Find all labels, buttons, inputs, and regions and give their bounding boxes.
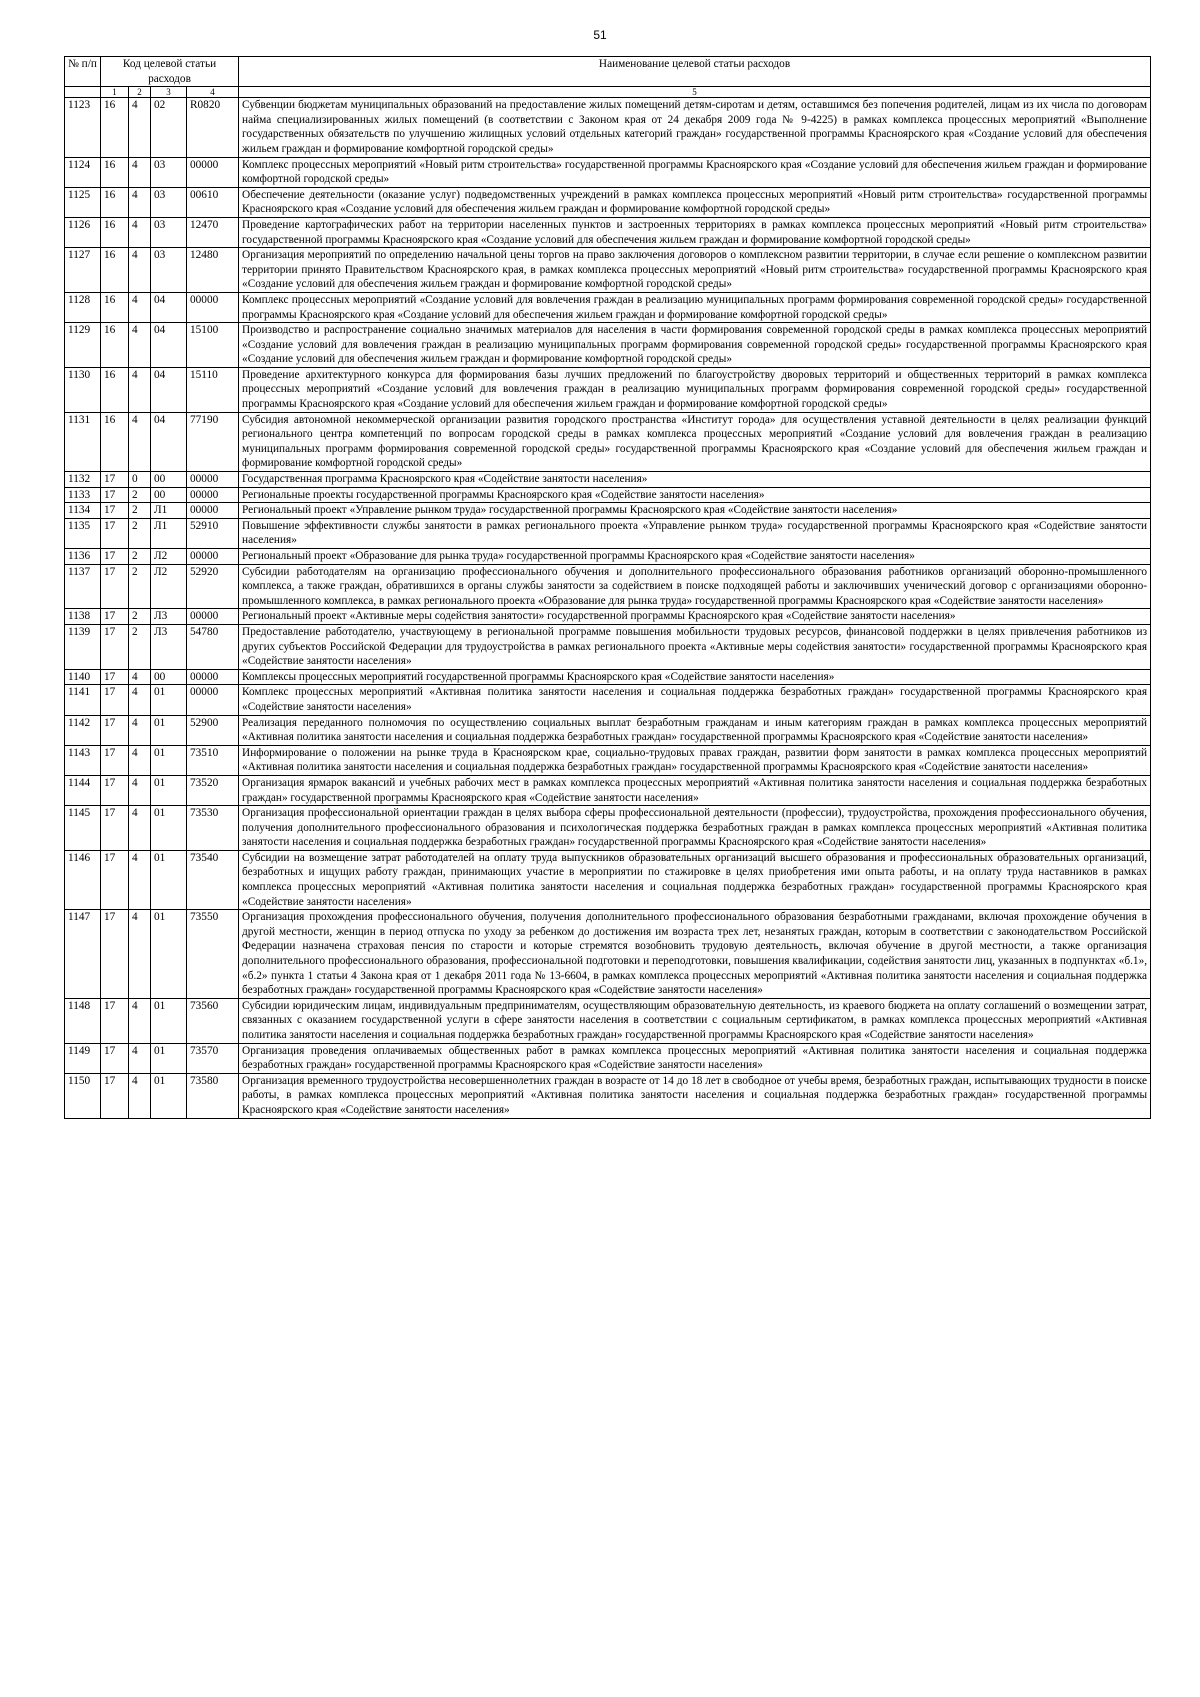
table-row: [65, 850, 1151, 909]
table-row: [65, 998, 1151, 1043]
code-part-2: 4: [129, 412, 151, 471]
item-name: Предоставление работодателю, участвующему в региональной программе повышения мобильности трудовых ресурсов, финансовой поддержки в целях привлечения работников из других субъектов Российской Федерации для трудоустройства в рамках регионального проекта «Активные меры содействия занятости» государственной программы Красноярского края «Содействие занятости населения»: [239, 624, 1151, 669]
table-row: [65, 564, 1151, 609]
code-part-4: 00000: [187, 292, 239, 322]
code-part-1: 16: [101, 292, 129, 322]
code-part-4: 73550: [187, 910, 239, 999]
table-row: [65, 217, 1151, 247]
code-part-4: 54780: [187, 624, 239, 669]
code-part-2: 4: [129, 187, 151, 217]
row-number: 1145: [65, 806, 101, 851]
code-part-1: 17: [101, 806, 129, 851]
code-part-2: 4: [129, 806, 151, 851]
table-row: [65, 1073, 1151, 1118]
column-index: 4: [187, 87, 239, 98]
code-part-1: 17: [101, 472, 129, 488]
code-part-1: 17: [101, 609, 129, 625]
code-part-1: 17: [101, 518, 129, 548]
code-part-1: 17: [101, 487, 129, 503]
item-name: Проведение картографических работ на территории населенных пунктов и застроенных территориях в рамках комплекса процессных мероприятий «Новый ритм строительства» государственной программы Красноярского края «Создание условий для обеспечения жильем граждан и формирование комфортной городской среды»: [239, 217, 1151, 247]
table-row: [65, 367, 1151, 412]
table-row: [65, 624, 1151, 669]
table-row: [65, 745, 1151, 775]
code-part-4: 00000: [187, 487, 239, 503]
code-part-3: 03: [151, 248, 187, 293]
item-name: Обеспечение деятельности (оказание услуг) подведомственных учреждений в рамках комплекса процессных мероприятий «Новый ритм строительства» государственной программы Красноярского края «Создание условий для обеспечения жильем граждан и формирование комфортной городской среды»: [239, 187, 1151, 217]
code-part-2: 4: [129, 98, 151, 157]
code-part-4: 52910: [187, 518, 239, 548]
item-name: Организация профессиональной ориентации граждан в целях выбора сферы профессиональной деятельности (профессии), трудоустройства, прохождения профессионального обучения, получения дополнительного профессионального образования и психологическая поддержка безработных граждан в рамках комплекса процессных мероприятий «Активная политика занятости населения и социальная поддержка безработных граждан» государственной программы Красноярского края «Содействие занятости населения»: [239, 806, 1151, 851]
column-index: [65, 87, 101, 98]
item-name: Государственная программа Красноярского края «Содействие занятости населения»: [239, 472, 1151, 488]
code-part-2: 2: [129, 549, 151, 565]
row-number: 1131: [65, 412, 101, 471]
code-part-2: 2: [129, 487, 151, 503]
item-name: Региональные проекты государственной программы Красноярского края «Содействие занятости населения»: [239, 487, 1151, 503]
code-part-4: 52920: [187, 564, 239, 609]
item-name: Субвенции бюджетам муниципальных образований на предоставление жилых помещений детям-сиротам и детям, оставшимся без попечения родителей, лицам из их числа по договорам найма специализированных жилых помещений (в соответствии с Законом края от 24 декабря 2009 года № 9-4225) в рамках комплекса процессных мероприятий «Выполнение государственных обязательств по улучшению жилищных условий отдельных категорий граждан» государственной программы Красноярского края «Создание условий для обеспечения жильем граждан и формирование комфортной городской среды»: [239, 98, 1151, 157]
code-part-3: 01: [151, 775, 187, 805]
code-part-2: 4: [129, 248, 151, 293]
item-name: Субсидия автономной некоммерческой организации развития городского пространства «Институт города» для осуществления уставной деятельности в целях реализации функций регионального центра компетенций по вопросам городской среды в рамках комплекса процессных мероприятий «Создание условий для вовлечения граждан в реализацию муниципальных программ формирования современной городской среды» государственной программы Красноярского края «Создание условий для обеспечения жильем граждан и формирование комфортной городской среды»: [239, 412, 1151, 471]
item-name: Организация временного трудоустройства несовершеннолетних граждан в возрасте от 14 до 18 лет в свободное от учебы время, безработных граждан, испытывающих трудности в поиске работы, в рамках комплекса процессных мероприятий «Активная политика занятости населения и социальная поддержка безработных граждан» государственной программы Красноярского края «Содействие занятости населения»: [239, 1073, 1151, 1118]
row-number: 1140: [65, 669, 101, 685]
code-part-3: 01: [151, 910, 187, 999]
table-row: [65, 157, 1151, 187]
code-part-1: 17: [101, 669, 129, 685]
code-part-2: 2: [129, 518, 151, 548]
column-index: 3: [151, 87, 187, 98]
code-part-3: 00: [151, 669, 187, 685]
row-number: 1143: [65, 745, 101, 775]
code-part-2: 0: [129, 472, 151, 488]
code-part-3: 01: [151, 1073, 187, 1118]
row-number: 1147: [65, 910, 101, 999]
row-number: 1127: [65, 248, 101, 293]
row-number: 1141: [65, 685, 101, 715]
code-part-4: 00000: [187, 609, 239, 625]
header-code: Код целевой статьи расходов: [101, 57, 239, 87]
code-part-3: 04: [151, 323, 187, 368]
table-row: [65, 503, 1151, 519]
table-row: [65, 187, 1151, 217]
table-row: [65, 669, 1151, 685]
code-part-3: 01: [151, 1043, 187, 1073]
code-part-1: 17: [101, 715, 129, 745]
code-part-3: 04: [151, 412, 187, 471]
table-row: [65, 685, 1151, 715]
code-part-1: 17: [101, 685, 129, 715]
code-part-1: 16: [101, 248, 129, 293]
code-part-3: 01: [151, 806, 187, 851]
code-part-4: 00000: [187, 669, 239, 685]
code-part-4: 73530: [187, 806, 239, 851]
code-part-3: Л1: [151, 518, 187, 548]
code-part-3: 02: [151, 98, 187, 157]
code-part-4: 12470: [187, 217, 239, 247]
code-part-2: 4: [129, 715, 151, 745]
table-row: [65, 98, 1151, 157]
code-part-4: 73540: [187, 850, 239, 909]
code-part-3: 00: [151, 472, 187, 488]
header-number: № п/п: [65, 57, 101, 87]
item-name: Субсидии работодателям на организацию профессионального обучения и дополнительного профессионального образования работников организаций оборонно-промышленного комплекса, а также граждан, обратившихся в органы службы занятости за содействием в поиске подходящей работы и заключивших ученический договор с организациями оборонно-промышленного комплекса, в рамках регионального проекта «Образование для рынка труда» государственной программы Красноярского края «Содействие занятости населения»: [239, 564, 1151, 609]
row-number: 1148: [65, 998, 101, 1043]
row-number: 1130: [65, 367, 101, 412]
code-part-3: Л3: [151, 624, 187, 669]
table-row: [65, 609, 1151, 625]
code-part-2: 4: [129, 157, 151, 187]
row-number: 1142: [65, 715, 101, 745]
code-part-1: 17: [101, 850, 129, 909]
code-part-3: Л1: [151, 503, 187, 519]
code-part-2: 4: [129, 850, 151, 909]
row-number: 1139: [65, 624, 101, 669]
item-name: Комплекс процессных мероприятий «Активная политика занятости населения и социальная поддержка безработных граждан» государственной программы Красноярского края «Содействие занятости населения»: [239, 685, 1151, 715]
code-part-4: 12480: [187, 248, 239, 293]
code-part-1: 17: [101, 910, 129, 999]
code-part-4: 52900: [187, 715, 239, 745]
item-name: Реализация переданного полномочия по осуществлению социальных выплат безработным гражданам и иным категориям граждан в рамках комплекса процессных мероприятий «Активная политика занятости населения и социальная поддержка безработных граждан» государственной программы Красноярского края «Содействие занятости населения»: [239, 715, 1151, 745]
row-number: 1149: [65, 1043, 101, 1073]
table-row: [65, 487, 1151, 503]
item-name: Региональный проект «Образование для рынка труда» государственной программы Красноярского края «Содействие занятости населения»: [239, 549, 1151, 565]
code-part-1: 17: [101, 1073, 129, 1118]
header-name: Наименование целевой статьи расходов: [239, 57, 1151, 87]
code-part-4: 73510: [187, 745, 239, 775]
table-row: [65, 292, 1151, 322]
row-number: 1135: [65, 518, 101, 548]
code-part-1: 17: [101, 998, 129, 1043]
row-number: 1146: [65, 850, 101, 909]
code-part-4: 77190: [187, 412, 239, 471]
code-part-4: 73570: [187, 1043, 239, 1073]
code-part-4: 00000: [187, 472, 239, 488]
row-number: 1123: [65, 98, 101, 157]
code-part-3: 01: [151, 685, 187, 715]
code-part-3: 04: [151, 367, 187, 412]
code-part-1: 17: [101, 1043, 129, 1073]
code-part-2: 4: [129, 745, 151, 775]
code-part-2: 4: [129, 1043, 151, 1073]
code-part-4: 73580: [187, 1073, 239, 1118]
code-part-1: 16: [101, 217, 129, 247]
code-part-2: 2: [129, 609, 151, 625]
code-part-2: 4: [129, 1073, 151, 1118]
table-row: [65, 248, 1151, 293]
item-name: Организация мероприятий по определению начальной цены торгов на право заключения договоров о комплексном развитии территории, в случае если решение о комплексном развитии территории принято Правительством Красноярского края, в рамках комплекса процессных мероприятий «Новый ритм строительства» государственной программы Красноярского края «Создание условий для обеспечения жильем граждан и формирование комфортной городской среды»: [239, 248, 1151, 293]
code-part-2: 4: [129, 775, 151, 805]
column-index: 5: [239, 87, 1151, 98]
budget-items-table: [64, 56, 1151, 1119]
code-part-1: 17: [101, 549, 129, 565]
code-part-2: 4: [129, 292, 151, 322]
item-name: Информирование о положении на рынке труда в Красноярском крае, социально-трудовых правах граждан, развитии форм занятости в рамках комплекса процессных мероприятий «Активная политика занятости населения и социальная поддержка безработных граждан» государственной программы Красноярского края «Содействие занятости населения»: [239, 745, 1151, 775]
item-name: Комплексы процессных мероприятий государственной программы Красноярского края «Содействие занятости населения»: [239, 669, 1151, 685]
item-name: Комплекс процессных мероприятий «Создание условий для вовлечения граждан в реализацию муниципальных программ формирования современной городской среды» государственной программы Красноярского края «Создание условий для обеспечения жильем граждан и формирование комфортной городской среды»: [239, 292, 1151, 322]
row-number: 1124: [65, 157, 101, 187]
row-number: 1134: [65, 503, 101, 519]
code-part-3: 03: [151, 217, 187, 247]
code-part-1: 16: [101, 98, 129, 157]
row-number: 1125: [65, 187, 101, 217]
item-name: Организация прохождения профессионального обучения, получения дополнительного профессионального образования безработными гражданами, включая прохождение обучения в другой местности, женщин в период отпуска по уходу за ребенком до достижения им возраста трех лет, незанятых граждан, которым в соответствии с законодательством Российской Федерации назначена страховая пенсия по старости и которые стремятся возобновить трудовую деятельность, включая обучение в другой местности, а также организация дополнительного профессионального образования, профессиональной подготовки и переподготовки, повышения квалификации, содействия занятости лиц, указанных в подпунктах «б.1», «б.2» пункта 1 статьи 4 Закона края от 1 декабря 2011 года № 13-6604, в рамках комплекса процессных мероприятий «Активная политика занятости населения и социальная поддержка безработных граждан» государственной программы Красноярского края «Содействие занятости населения»: [239, 910, 1151, 999]
code-part-4: 15110: [187, 367, 239, 412]
item-name: Проведение архитектурного конкурса для формирования базы лучших предложений по благоустройству дворовых территорий и общественных территорий в рамках комплекса процессных мероприятий «Создание условий для вовлечения граждан в реализацию муниципальных программ формирования современной городской среды» государственной программы Красноярского края «Создание условий для обеспечения жильем граждан и формирование комфортной городской среды»: [239, 367, 1151, 412]
code-part-2: 2: [129, 624, 151, 669]
item-name: Организация проведения оплачиваемых общественных работ в рамках комплекса процессных мероприятий «Активная политика занятости населения и социальная поддержка безработных граждан» государственной программы Красноярского края «Содействие занятости населения»: [239, 1043, 1151, 1073]
column-index: 2: [129, 87, 151, 98]
table-row: [65, 549, 1151, 565]
item-name: Организация ярмарок вакансий и учебных рабочих мест в рамках комплекса процессных мероприятий «Активная политика занятости населения и социальная поддержка безработных граждан» государственной программы Красноярского края «Содействие занятости населения»: [239, 775, 1151, 805]
code-part-3: 04: [151, 292, 187, 322]
item-name: Субсидии на возмещение затрат работодателей на оплату труда выпускников образовательных организаций высшего образования и профессиональных образовательных организаций, безработных и ищущих работу граждан, принимающих участие в мероприятии по стажировке в целях приобретения ими опыта работы, и на оплату труда наставников в рамках комплекса процессных мероприятий «Активная политика занятости населения и социальная поддержка безработных граждан» государственной программы Красноярского края «Содействие занятости населения»: [239, 850, 1151, 909]
code-part-4: 00000: [187, 157, 239, 187]
table-row: [65, 775, 1151, 805]
code-part-2: 4: [129, 367, 151, 412]
row-number: 1126: [65, 217, 101, 247]
code-part-1: 17: [101, 503, 129, 519]
table-row: [65, 715, 1151, 745]
table-row: [65, 1043, 1151, 1073]
code-part-1: 17: [101, 564, 129, 609]
table-header-row: [65, 57, 1151, 87]
row-number: 1133: [65, 487, 101, 503]
code-part-2: 4: [129, 323, 151, 368]
code-part-3: 03: [151, 157, 187, 187]
code-part-3: 00: [151, 487, 187, 503]
code-part-3: Л2: [151, 564, 187, 609]
table-row: [65, 806, 1151, 851]
row-number: 1129: [65, 323, 101, 368]
code-part-4: 00000: [187, 503, 239, 519]
code-part-3: 01: [151, 998, 187, 1043]
column-index: 1: [101, 87, 129, 98]
code-part-1: 16: [101, 157, 129, 187]
item-name: Комплекс процессных мероприятий «Новый ритм строительства» государственной программы Красноярского края «Создание условий для обеспечения жильем граждан и формирование комфортной городской среды»: [239, 157, 1151, 187]
code-part-2: 4: [129, 910, 151, 999]
code-part-1: 16: [101, 187, 129, 217]
code-part-4: 00610: [187, 187, 239, 217]
code-part-4: 15100: [187, 323, 239, 368]
code-part-1: 17: [101, 624, 129, 669]
column-index-row: [65, 87, 1151, 98]
row-number: 1128: [65, 292, 101, 322]
page-number: 51: [593, 28, 607, 42]
table-row: [65, 472, 1151, 488]
row-number: 1132: [65, 472, 101, 488]
row-number: 1136: [65, 549, 101, 565]
code-part-3: 01: [151, 715, 187, 745]
item-name: Субсидии юридическим лицам, индивидуальным предпринимателям, осуществляющим образовательную деятельность, из краевого бюджета на оплату соглашений о возмещении затрат, связанных с оказанием государственной услуги в сфере занятости населения в соответствии с социальным сертификатом, в рамках комплекса процессных мероприятий «Активная политика занятости населения и социальная поддержка безработных граждан» государственной программы Красноярского края «Содействие занятости населения»: [239, 998, 1151, 1043]
item-name: Повышение эффективности службы занятости в рамках регионального проекта «Управление рынком труда» государственной программы Красноярского края «Содействие занятости населения»: [239, 518, 1151, 548]
item-name: Региональный проект «Управление рынком труда» государственной программы Красноярского края «Содействие занятости населения»: [239, 503, 1151, 519]
code-part-4: 73560: [187, 998, 239, 1043]
table-row: [65, 518, 1151, 548]
code-part-1: 17: [101, 745, 129, 775]
code-part-2: 4: [129, 217, 151, 247]
code-part-2: 4: [129, 998, 151, 1043]
code-part-2: 4: [129, 669, 151, 685]
row-number: 1144: [65, 775, 101, 805]
code-part-4: 00000: [187, 549, 239, 565]
code-part-4: 73520: [187, 775, 239, 805]
code-part-4: R0820: [187, 98, 239, 157]
code-part-1: 16: [101, 412, 129, 471]
code-part-3: Л3: [151, 609, 187, 625]
row-number: 1138: [65, 609, 101, 625]
code-part-2: 2: [129, 564, 151, 609]
item-name: Региональный проект «Активные меры содействия занятости» государственной программы Красноярского края «Содействие занятости населения»: [239, 609, 1151, 625]
item-name: Производство и распространение социально значимых материалов для населения в части формирования современной городской среды в рамках комплекса процессных мероприятий «Создание условий для вовлечения граждан в реализацию муниципальных программ формирования современной городской среды» государственной программы Красноярского края «Создание условий для обеспечения жильем граждан и формирование комфортной городской среды»: [239, 323, 1151, 368]
code-part-3: 01: [151, 745, 187, 775]
code-part-3: 01: [151, 850, 187, 909]
code-part-2: 2: [129, 503, 151, 519]
code-part-2: 4: [129, 685, 151, 715]
code-part-1: 16: [101, 323, 129, 368]
code-part-1: 17: [101, 775, 129, 805]
table-row: [65, 412, 1151, 471]
table-row: [65, 323, 1151, 368]
code-part-3: Л2: [151, 549, 187, 565]
code-part-4: 00000: [187, 685, 239, 715]
row-number: 1150: [65, 1073, 101, 1118]
row-number: 1137: [65, 564, 101, 609]
code-part-1: 16: [101, 367, 129, 412]
code-part-3: 03: [151, 187, 187, 217]
table-row: [65, 910, 1151, 999]
